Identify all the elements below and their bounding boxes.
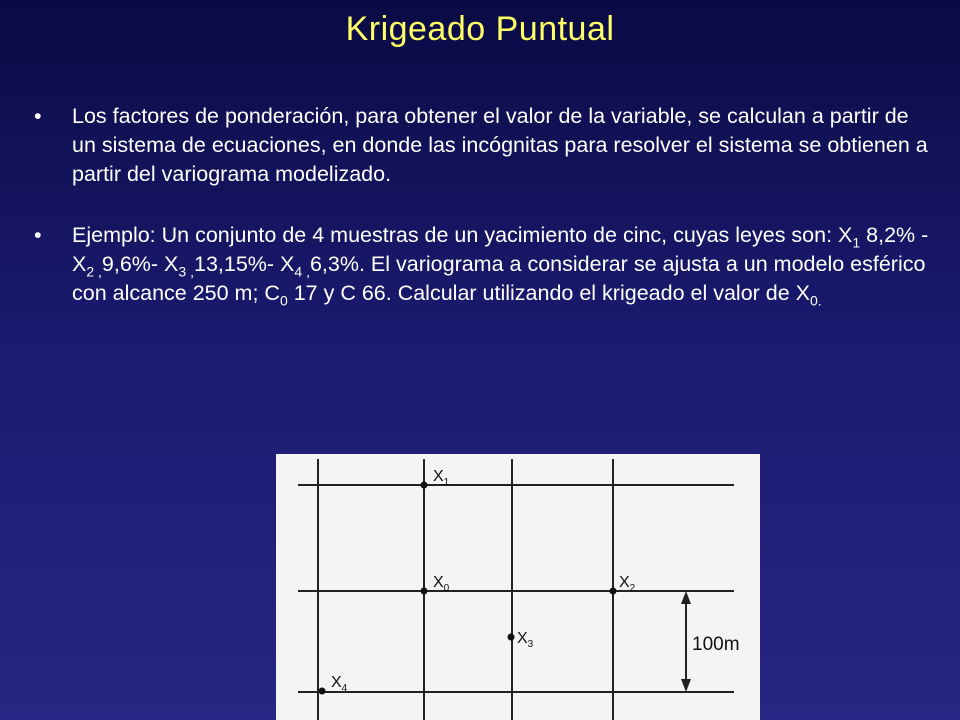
sample-point-x3 — [508, 634, 515, 641]
bullet-text-2 — [72, 223, 929, 309]
sample-point-x2 — [610, 588, 617, 595]
label-x3: $X_3$ — [517, 630, 534, 650]
bullet-2-part-6: 17 y C 66. Calcular utilizando el krigeado el valor de X — [287, 281, 811, 305]
label-x2: $X_2$ — [619, 574, 636, 594]
bullet-item-2 — [34, 221, 934, 308]
bullet-2-part-2: 8,2% - X — [72, 223, 929, 276]
bullet-2-part-4: 13,15%- X — [193, 252, 295, 276]
bullet-2-part-1: Ejemplo: Un conjunto de 4 muestras de un yacimiento de cinc, cuyas leyes son: X — [72, 223, 853, 247]
bullet-2-sub-6: 0. — [810, 292, 822, 309]
bullet-2-sub-4: 4 , — [294, 263, 310, 280]
bullet-item-1 — [34, 102, 934, 189]
bullet-2-part-5: 6,3%. El variograma a considerar se ajusta a un modelo esférico con alcance 250 m; C — [72, 252, 926, 305]
label-x4: $X_4$ — [331, 674, 348, 694]
sample-point-x4 — [319, 688, 326, 695]
grid-lines — [298, 459, 734, 720]
bullet-2-sub-2: 2 , — [86, 263, 102, 280]
bullet-2-sub-5: 0 — [279, 292, 288, 309]
bullet-dot-icon: • — [34, 223, 42, 247]
bullet-list — [34, 102, 934, 308]
sample-point-x0 — [421, 588, 428, 595]
arrow-up-icon — [681, 591, 691, 604]
bullet-dot-icon: • — [34, 104, 42, 128]
label-x1: $X_1$ — [433, 468, 450, 488]
bullet-2-sub-1: 1 — [852, 234, 861, 251]
bullet-text-1: Los factores de ponderación, para obtener el valor de la variable, se calculan a partir de un sistema de ecuaciones, en donde las incógnitas para resolver el sistema se obtienen a partir del variograma modelizado. — [72, 104, 928, 186]
arrow-down-icon — [681, 679, 691, 692]
bullet-2-sub-3: 3 , — [178, 263, 194, 280]
slide-title: Krigeado Puntual — [345, 10, 615, 48]
sample-grid-diagram — [276, 454, 760, 720]
bullet-2-part-3: 9,6%- X — [101, 252, 179, 276]
sample-points — [319, 482, 617, 695]
distance-label: 100m — [692, 634, 740, 655]
sample-point-x1 — [421, 482, 428, 489]
sample-grid-figure — [276, 454, 760, 720]
label-x0: $X_0$ — [433, 574, 450, 594]
